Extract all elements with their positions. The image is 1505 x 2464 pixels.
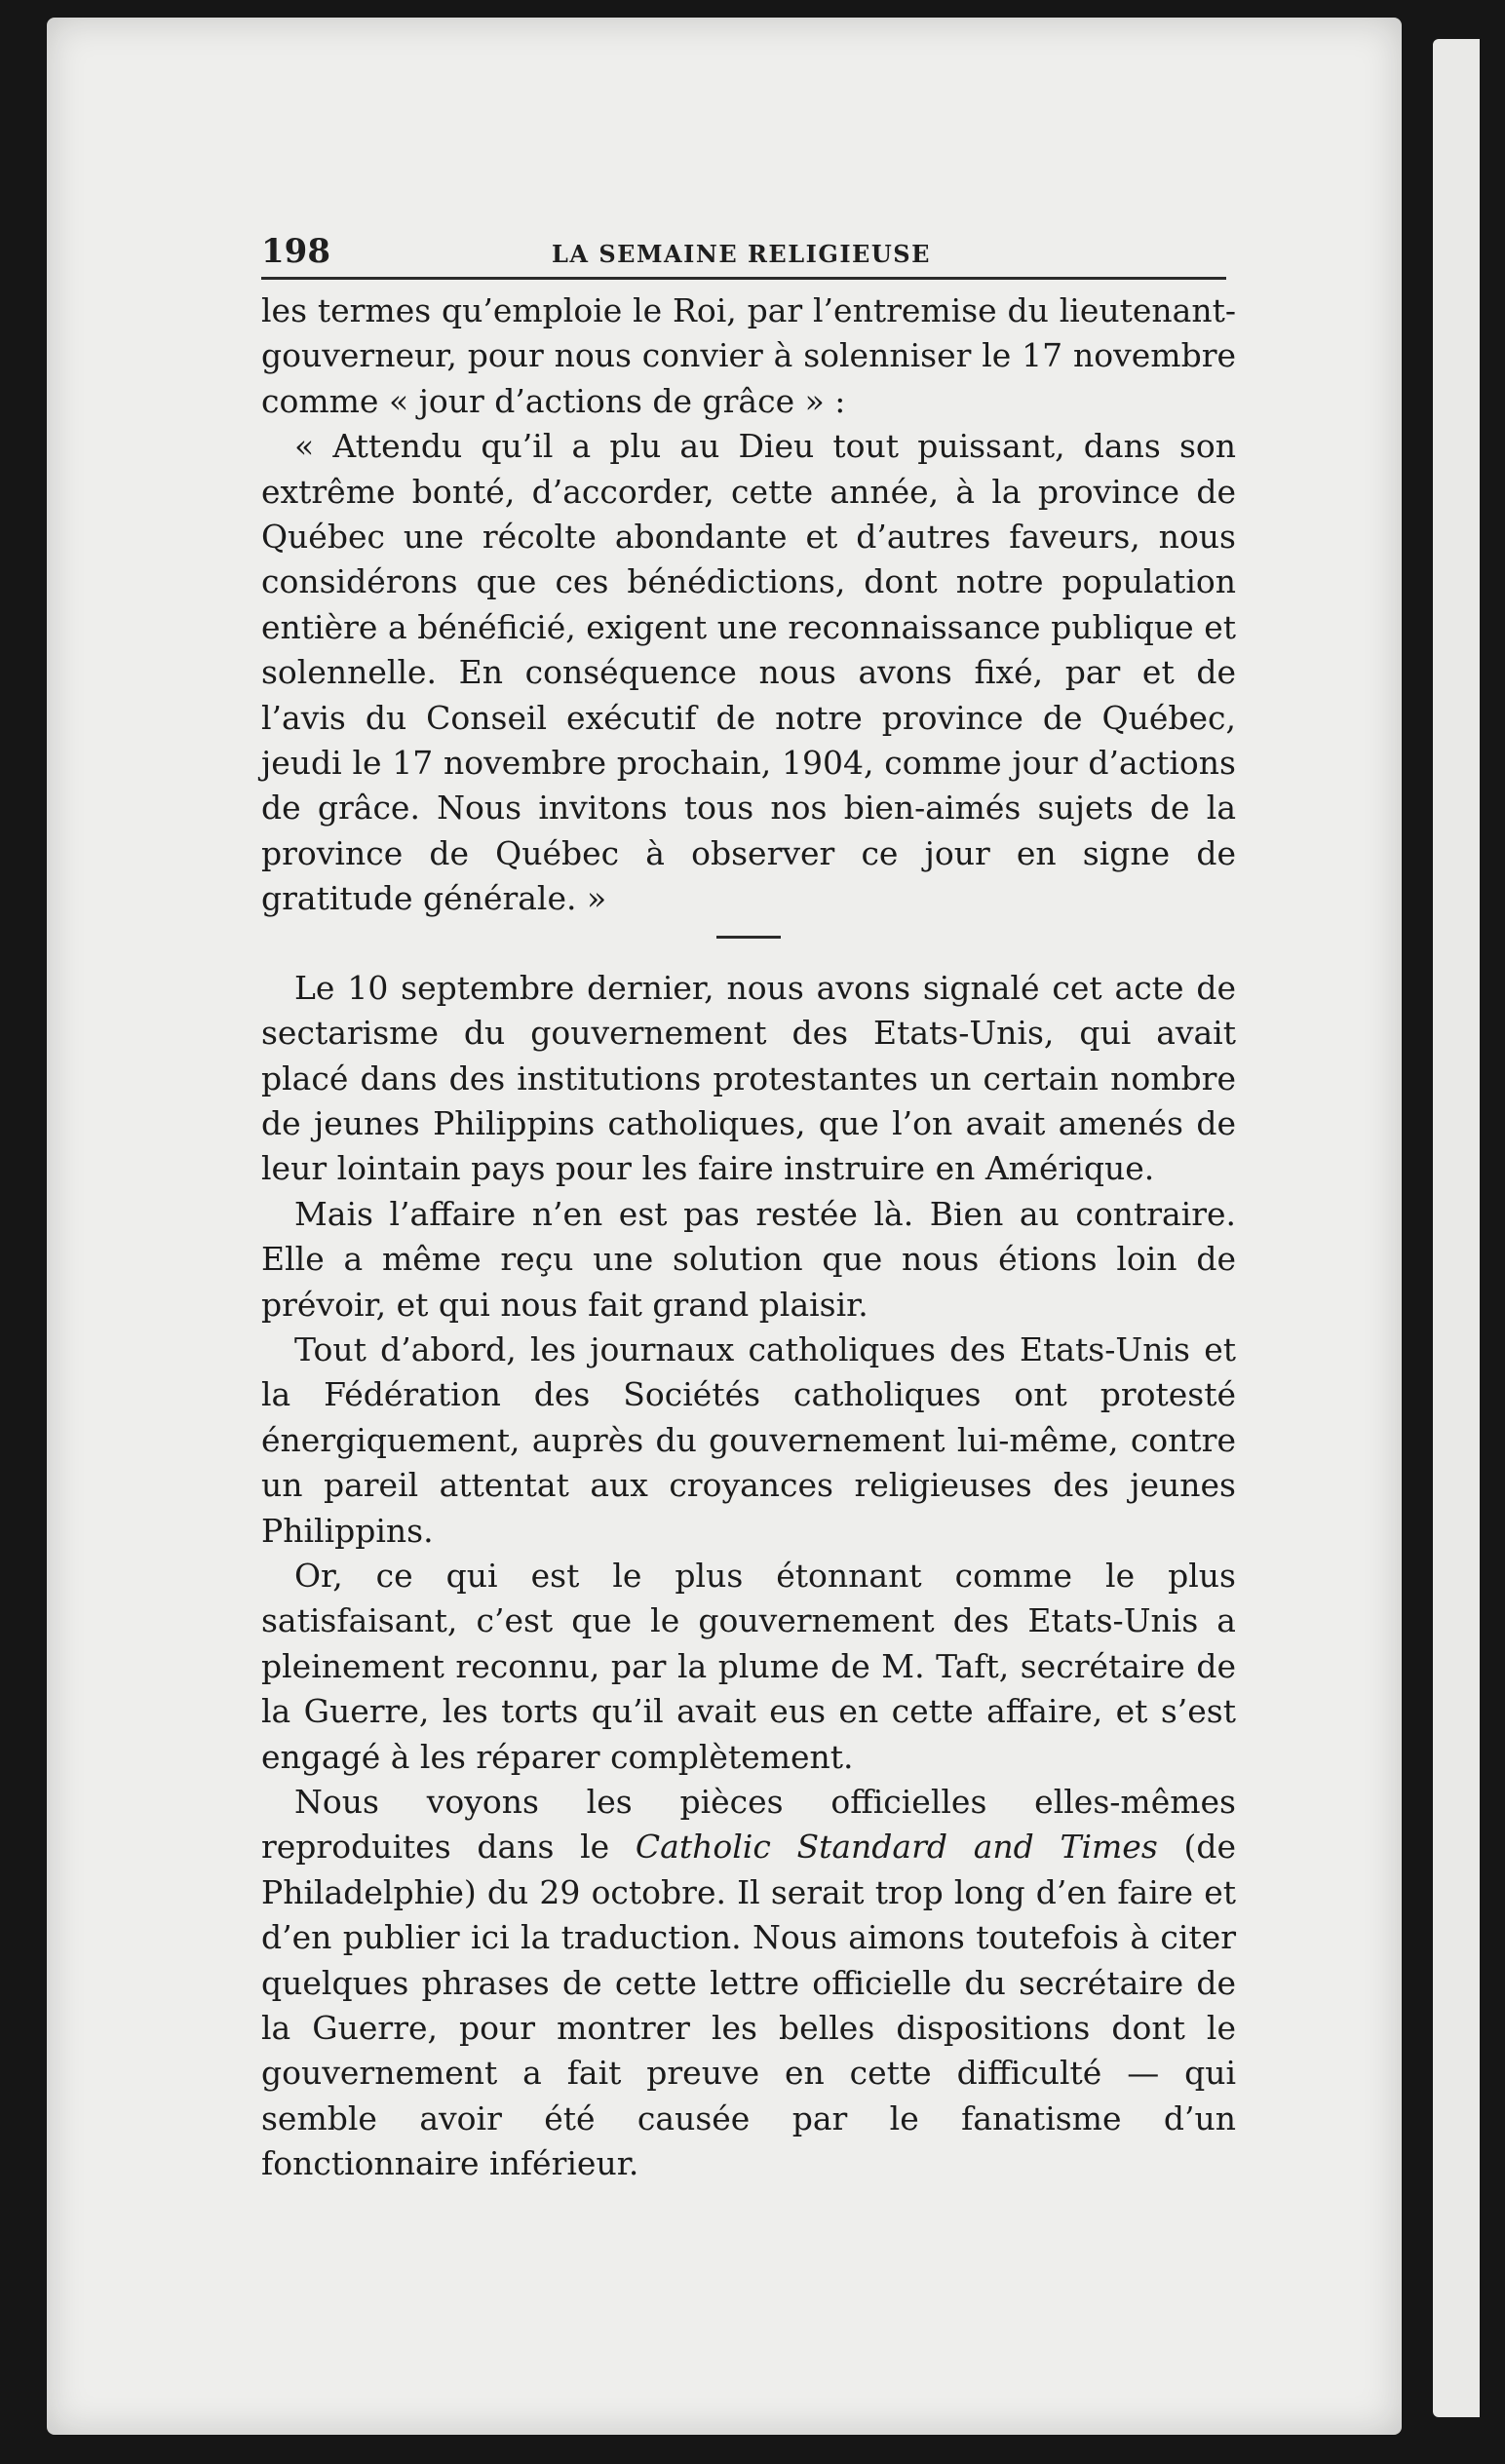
paragraph: Or, ce qui est le plus étonnant comme le plus satisfaisant, c’est que le gouvernement des Etats-Unis a pleinement reconnu, par la plume de M. Taft, secrétaire de la Guerre, les torts qu’il avait eus en cette affaire, et s’est engagé à les réparer complètement. <box>261 1556 1236 1776</box>
section-divider <box>716 936 781 939</box>
adjacent-page-edge <box>1433 39 1480 2417</box>
text-run: Nous voyons les pièces officielles elles-mêmes reproduites dans le <box>261 1783 1236 1867</box>
paragraph-proclamation-quote: « Attendu qu’il a plu au Dieu tout puissant, dans son extrême bonté, d’accorder, cette année, à la province de Québec une récolte abondante et d’autres faveurs, nous considérons que ces bénédictions, dont notre population entière a bénéficié, exigent une reconnaissance publique et solennelle. En conséquence nous avons fixé, par et de l’avis du Conseil exécutif de notre province de Québec, jeudi le 17 novembre prochain, 1904, comme jour d’actions de grâce. Nous invitons tous nos bien-aimés sujets de la province de Québec à observer ce jour en signe de gratitude générale. » <box>261 427 1236 918</box>
paragraph: Mais l’affaire n’en est pas restée là. Bien au contraire. Elle a même reçu une solution que nous étions loin de prévoir, et qui nous fait grand plaisir. <box>261 1194 1236 1324</box>
newspaper-title: Catholic Standard and Times <box>635 1828 1158 1867</box>
running-title: LA SEMAINE RELIGIEUSE <box>552 240 931 268</box>
page-number: 198 <box>261 232 330 271</box>
page-body <box>261 289 1236 2187</box>
paragraph: Tout d’abord, les journaux catholiques des Etats-Unis et la Fédération des Sociétés catholiques ont protesté énergiquement, auprès du gouvernement lui-même, contre un pareil attentat aux croyances religieuses des jeunes Philippins. <box>261 1329 1236 1550</box>
paragraph-last <box>261 1780 1236 2187</box>
paragraph: Le 10 septembre dernier, nous avons signalé cet acte de sectarisme du gouvernement des Etats-Unis, qui avait placé dans des institutions protestantes un certain nombre de jeunes Philippins catholiques, que l’on avait amenés de leur lointain pays pour les faire instruire en Amérique. <box>261 968 1236 1188</box>
paragraph-continuation: les termes qu’emploie le Roi, par l’entremise du lieutenant-gouverneur, pour nous convier à solenniser le 17 novembre comme « jour d’actions de grâce » : <box>261 291 1236 420</box>
text-run: (de Philadelphie) du 29 octobre. Il serait trop long d’en faire et d’en publier ici la traduction. Nous aimons toutefois à citer quelques phrases de cette lettre officielle du secrétaire de la Guerre, pour montrer les belles dispositions dont le gouvernement a fait preuve en cette difficulté — qui semble avoir été causée par le fanatisme d’un fonctionnaire inférieur. <box>261 1828 1236 2183</box>
page-header <box>261 232 1226 280</box>
